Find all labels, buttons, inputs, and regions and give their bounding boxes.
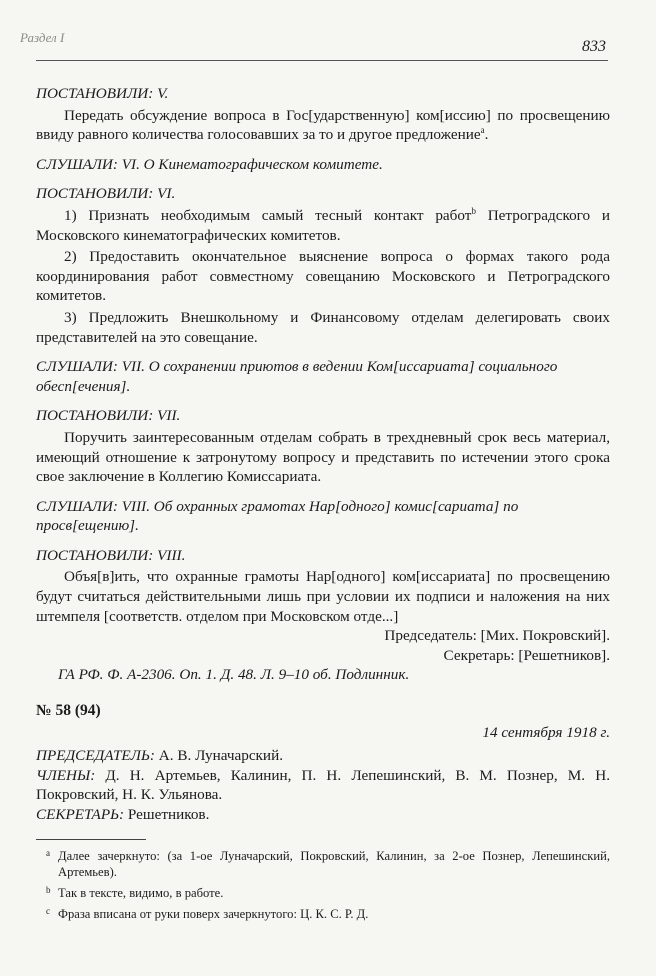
- header-rule: [36, 60, 608, 61]
- resolved-heading-8: ПОСТАНОВИЛИ: VIII.: [36, 546, 186, 564]
- archive-source: ГА РФ. Ф. А-2306. Оп. 1. Д. 48. Л. 9–10 об. Подлинник.: [58, 666, 410, 684]
- heard-heading-6: СЛУШАЛИ: VI. О Кинематографическом комитете.: [36, 155, 383, 173]
- heard-heading-8: СЛУШАЛИ: VIII. Об охранных грамотах Нар[одного] комис[сариата] по просв[ещению].: [36, 497, 519, 535]
- signature-chairman: Председатель: [Мих. Покровский].: [384, 627, 610, 645]
- resolved-heading-5: ПОСТАНОВИЛИ: V.: [36, 85, 169, 102]
- resolved-heading-6: ПОСТАНОВИЛИ: VI.: [36, 185, 176, 203]
- footnote-c: c Фраза вписана от руки поверх зачеркнутого: Ц. К. С. Р. Д.: [46, 905, 369, 921]
- resolved-heading-7: ПОСТАНОВИЛИ: VII.: [36, 407, 181, 425]
- heard-heading-7: СЛУШАЛИ: VII. О сохранении приютов в ведении Ком[иссариата] социального обесп[ечения].: [36, 358, 558, 395]
- resolved-6-item-3: 3) Предложить Внешкольному и Финансовому отделам делегировать своих представителей на это совещание.: [36, 308, 610, 346]
- secretary-line: СЕКРЕТАРЬ: Решетников.: [36, 806, 210, 823]
- footnote-ref-b: b: [471, 205, 476, 216]
- footnote-a: a Далее зачеркнуто: (за 1-ое Луначарский, Покровский, Калинин, за 2-ое Познер, Лепешинский, Артемьев).: [46, 847, 610, 879]
- main-text: [36, 84, 610, 927]
- resolved-paragraph-5: Передать обсуждение вопроса в Гос[ударственную] ком[иссию] по просвещению ввиду равного количества голосовавших за то и другое предложение$^a$.: [36, 106, 610, 144]
- resolved-paragraph-7: Поручить заинтересованным отделам собрать в трехдневный срок весь материал, имеющий отношение к затронутому вопросу и представить по истечении этого срока свое заключение в Коллегию Комиссариата.: [36, 428, 610, 486]
- resolved-6-item-1: 1) Признать необходимым самый тесный контакт работ$^b$ Петроградского и Московского кинематографических комитетов.: [36, 205, 611, 244]
- footnote-rule: [36, 839, 146, 840]
- members-line: ЧЛЕНЫ: Д. Н. Артемьев, Калинин, П. Н. Лепешинский, В. М. Познер, М. Н. Покровский, Н. К. Ульянова.: [36, 766, 610, 804]
- running-head: Раздел I: [20, 30, 65, 45]
- document-date: 14 сентября 1918 г.: [482, 723, 610, 741]
- chair-line: ПРЕДСЕДАТЕЛЬ: А. В. Луначарский.: [36, 747, 283, 765]
- page-number: 833: [582, 38, 606, 55]
- resolved-6-item-2: 2) Предоставить окончательное выяснение вопроса о формах такого рода координирования работ совместному совещанию Московского и Петроградского комитетов.: [36, 248, 610, 305]
- resolved-paragraph-8: Объя[в]ить, что охранные грамоты Нар[одного] ком[иссариата] по просвещению будут считаться действительными лишь при условии их подписи и наложения на них штемпеля [соответств. отделом при Московском отде...]: [36, 568, 610, 625]
- document-number: № 58 (94): [36, 702, 101, 720]
- signature-secretary: Секретарь: [Решетников].: [443, 646, 610, 664]
- footnote-ref-a: a: [480, 125, 485, 136]
- footnotes: [36, 848, 610, 922]
- footnote-b: b Так в тексте, видимо, в работе.: [46, 884, 224, 900]
